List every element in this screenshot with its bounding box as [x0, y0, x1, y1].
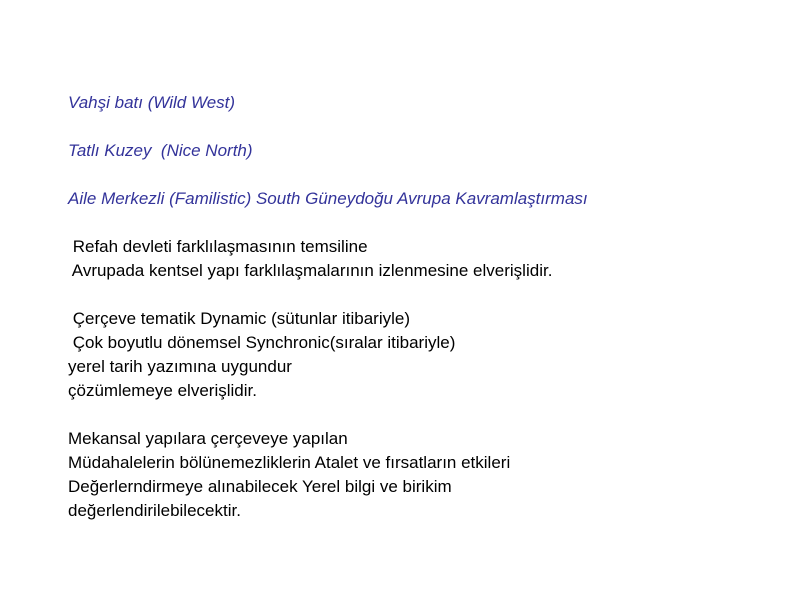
heading-familistic-south: Aile Merkezli (Familistic) South Güneydoğu Avrupa Kavramlaştırması	[68, 189, 588, 208]
paragraph3-line3: Değerlerndirmeye alınabilecek Yerel bilgi ve birikim	[68, 477, 452, 496]
paragraph1-line2: Avrupada kentsel yapı farklılaşmalarının izlenmesine elverişlidir.	[68, 261, 553, 280]
paragraph3-line2: Müdahalelerin bölünemezliklerin Atalet ve fırsatların etkileri	[68, 453, 511, 472]
paragraph3-line4: değerlendirilebilecektir.	[68, 501, 241, 520]
paragraph2-line3: yerel tarih yazımına uygundur	[68, 357, 292, 376]
paragraph2-line2: Çok boyutlu dönemsel Synchronic(sıralar itibariyle)	[68, 333, 456, 352]
heading-nice-north: Tatlı Kuzey (Nice North)	[68, 141, 253, 160]
paragraph3-line1: Mekansal yapılara çerçeveye yapılan	[68, 429, 348, 448]
paragraph2-line1: Çerçeve tematik Dynamic (sütunlar itibariyle)	[68, 309, 410, 328]
paragraph2-line4: çözümlemeye elverişlidir.	[68, 381, 257, 400]
heading-wild-west: Vahşi batı (Wild West)	[68, 93, 236, 112]
paragraph1-line1: Refah devleti farklılaşmasının temsiline	[68, 237, 368, 256]
